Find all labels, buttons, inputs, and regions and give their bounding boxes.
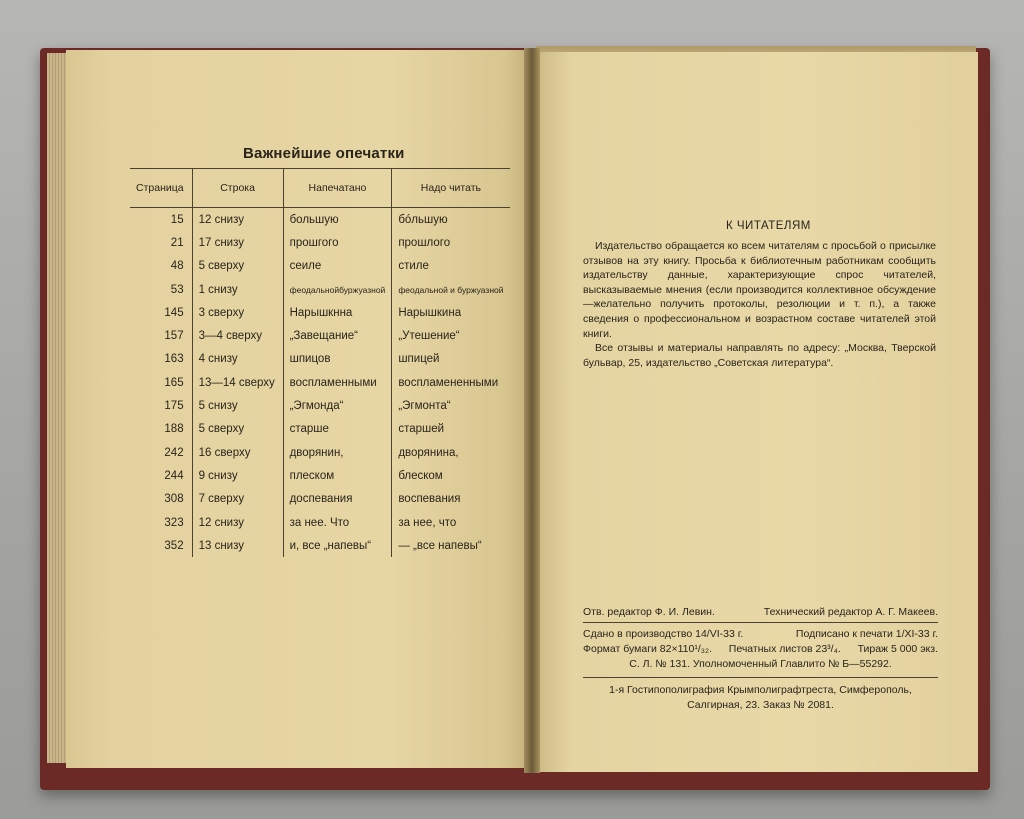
- censor-number: С. Л. № 131. Уполномоченный Главлито № Б—55292.: [629, 658, 892, 670]
- notice-paragraph: Издательство обращается ко всем читателям с просьбой о присылке отзывов на эту книгу. Просьба к библиотечным работникам сообщить издательству данные, характеризующие спрос читателей, высказываемые мнения (если производится коллективное обсуждение—желательно получить протоколы, резолюции и т. п.), а также сведения о профессиональном и возрастном составе читателей этой книги.: [583, 240, 936, 340]
- cell-page: 157: [164, 330, 184, 343]
- errata-row: [130, 208, 510, 232]
- cell-page: 244: [164, 469, 184, 482]
- cell-correct: — „все напевы“: [392, 534, 510, 557]
- cell-printed: большую: [283, 208, 392, 232]
- errata-row: [130, 348, 510, 371]
- cell-correct: блеском: [392, 464, 510, 487]
- cell-line: 5 сверху: [192, 255, 283, 278]
- cell-correct: Нарышкина: [392, 301, 510, 324]
- cell-printed: шпицов: [283, 348, 392, 371]
- cell-line: 13—14 сверху: [192, 371, 283, 394]
- editors-line: [583, 606, 938, 623]
- cell-printed: „Завещание“: [283, 324, 392, 347]
- col-header-printed: Напечатано: [283, 169, 392, 208]
- notice-paragraph: Все отзывы и материалы направлять по адресу: „Москва, Тверской бульвар, 25, издательство „Советская литература“.: [583, 342, 936, 369]
- technical-editor: Технический редактор А. Г. Макеев.: [763, 606, 938, 618]
- errata-table: [130, 168, 510, 557]
- cell-printed: сеиле: [283, 255, 392, 278]
- errata-row: [130, 441, 510, 464]
- cell-printed: плеском: [283, 464, 392, 487]
- errata-header-row: [130, 169, 510, 208]
- cell-line: 1 снизу: [192, 278, 283, 301]
- cell-page: 323: [164, 516, 184, 529]
- cell-printed: и, все „напевы“: [283, 534, 392, 557]
- cell-printed: доспевания: [283, 488, 392, 511]
- cell-page: 308: [164, 493, 184, 506]
- cell-page: 163: [164, 353, 184, 366]
- cell-correct: шпицей: [392, 348, 510, 371]
- print-info: [583, 628, 938, 678]
- divider: [583, 677, 938, 678]
- errata-title: Важнейшие опечатки: [243, 145, 405, 162]
- cell-line: 7 сверху: [192, 488, 283, 511]
- cell-correct: стиле: [392, 255, 510, 278]
- cell-correct: воспламененными: [392, 371, 510, 394]
- cell-line: 12 снизу: [192, 208, 283, 232]
- cell-correct: бóльшую: [392, 208, 510, 232]
- errata-row: [130, 418, 510, 441]
- col-header-line: Строка: [192, 169, 283, 208]
- cell-line: 3 сверху: [192, 301, 283, 324]
- col-header-page: Страница: [130, 169, 192, 208]
- cell-line: 17 снизу: [192, 231, 283, 254]
- cell-correct: прошлого: [392, 231, 510, 254]
- cell-page: 21: [170, 236, 184, 249]
- divider: [583, 622, 938, 623]
- cell-line: 16 сверху: [192, 441, 283, 464]
- errata-row: [130, 394, 510, 417]
- book-gutter: [524, 48, 540, 773]
- readers-notice-title: К ЧИТАТЕЛЯМ: [726, 220, 811, 232]
- readers-notice-text: [583, 239, 936, 370]
- cell-printed: феодальнойбуржуазной: [283, 278, 392, 301]
- print-run: Тираж 5 000 экз.: [857, 643, 938, 655]
- cell-page: 53: [170, 283, 184, 296]
- cell-page: 352: [164, 539, 184, 552]
- printer-info: [583, 684, 938, 714]
- cell-line: 5 снизу: [192, 394, 283, 417]
- errata-row: [130, 278, 510, 301]
- cell-printed: старше: [283, 418, 392, 441]
- cell-printed: „Эгмонда“: [283, 394, 392, 417]
- errata-row: [130, 324, 510, 347]
- cell-correct: дворянина,: [392, 441, 510, 464]
- cell-page: 165: [164, 376, 184, 389]
- cell-correct: старшей: [392, 418, 510, 441]
- cell-page: 48: [170, 260, 184, 273]
- signed-date: Подписано к печати 1/XI-33 г.: [795, 628, 938, 640]
- cell-line: 12 снизу: [192, 511, 283, 534]
- errata-row: [130, 464, 510, 487]
- cell-printed: Нарышкнна: [283, 301, 392, 324]
- responsible-editor: Отв. редактор Ф. И. Левин.: [583, 606, 715, 618]
- cell-correct: феодальной и буржуазной: [392, 278, 510, 301]
- cell-correct: „Эгмонта“: [392, 394, 510, 417]
- cell-printed: прошгого: [283, 231, 392, 254]
- sheet-count: Печатных листов 23³/₄.: [728, 643, 841, 655]
- order-line: Салгирная, 23. Заказ № 2081.: [687, 699, 834, 711]
- errata-row: [130, 231, 510, 254]
- cell-page: 175: [164, 400, 184, 413]
- errata-row: [130, 255, 510, 278]
- errata-row: [130, 371, 510, 394]
- cell-page: 15: [170, 213, 184, 226]
- errata-row: [130, 511, 510, 534]
- cell-correct: за нее, что: [392, 511, 510, 534]
- cell-printed: дворянин,: [283, 441, 392, 464]
- cell-correct: „Утешение“: [392, 324, 510, 347]
- errata-row: [130, 534, 510, 557]
- col-header-correct: Надо читать: [392, 169, 510, 208]
- cell-correct: воспевания: [392, 488, 510, 511]
- cell-page: 145: [164, 306, 184, 319]
- cell-printed: воспламенными: [283, 371, 392, 394]
- cell-printed: за нее. Что: [283, 511, 392, 534]
- printer-line: 1-я Гостипополиграфия Крымполиграфтреста, Симферополь,: [609, 684, 912, 696]
- cell-line: 3—4 сверху: [192, 324, 283, 347]
- errata-row: [130, 301, 510, 324]
- cell-line: 5 сверху: [192, 418, 283, 441]
- paper-format: Формат бумаги 82×110¹/₃₂.: [583, 643, 713, 655]
- production-date: Сдано в производство 14/VI-33 г.: [583, 628, 744, 640]
- cell-page: 242: [164, 446, 184, 459]
- cell-line: 13 снизу: [192, 534, 283, 557]
- cell-line: 9 снизу: [192, 464, 283, 487]
- cell-line: 4 снизу: [192, 348, 283, 371]
- cell-page: 188: [164, 423, 184, 436]
- errata-row: [130, 488, 510, 511]
